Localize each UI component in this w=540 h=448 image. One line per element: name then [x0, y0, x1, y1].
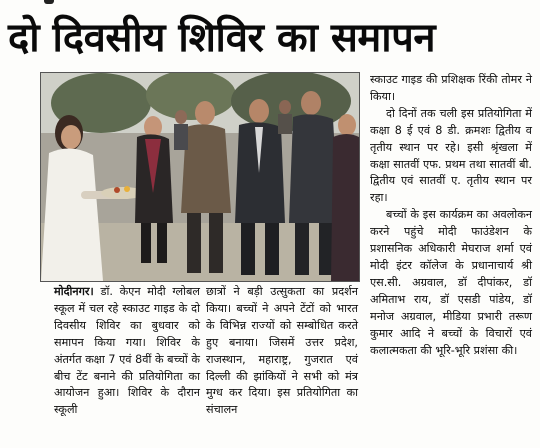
news-photo	[40, 72, 360, 282]
column-mark	[44, 0, 54, 4]
article-paragraph-1: स्काउट गाइड की प्रशिक्षक रिंकी तोमर ने किया।	[370, 73, 532, 103]
headline: दो दिवसीय शिविर का समापन	[8, 15, 436, 61]
article-paragraph-2: दो दिनों तक चली इस प्रतियोगिता में कक्षा 8 ई एवं 8 डी. क्रमशः द्वितीय व तृतीय स्थान पर रहे। इसी श्रृंखला में कक्षा सातवीं एफ. प्रथम तथा सातवीं बी. द्वितीय एवं सातवीं ए. तृतीय स्थान पर रहा।	[370, 106, 532, 205]
article-text-middle: छात्रों ने बड़ी उत्सुकता का प्रदर्शन किया। बच्चों ने अपने टेंटों को भारत के विभिन्न राज्यों को सम्बोधित करते हुए बनाया। जिसमें उत्तर प्रदेश, राजस्थान, महाराष्ट्र, गुजरात एवं दिल्ली की झांकियों ने सभी को मंत्र मुग्ध कर दिया। इस प्रतियोगिता का संचालन	[206, 285, 358, 417]
article-text-left: डॉ. केएन मोदी ग्लोबल स्कूल में चल रहे स्काउट गाइड के दो दिवसीय शिविर का बुधवार को समापन किया गया। शिविर के अंतर्गत कक्षा 7 एवं 8वीं के बच्चों के बीच टेंट बनाने की प्रतियोगिता का आयोजन हुआ। शिविर के दौरान स्कूली	[54, 285, 200, 417]
dateline: मोदीनगर।	[54, 285, 94, 298]
article-column-left	[54, 284, 200, 419]
article-column-middle	[206, 284, 358, 419]
article-column-right	[370, 72, 532, 359]
article-paragraph-3: बच्चों के इस कार्यक्रम का अवलोकन करने पहुंचे मोदी फाउंडेशन के प्रशासनिक अधिकारी मेघराज शर्मा एवं मोदी इंटर कॉलेज के प्रधानाचार्य श्री एस.सी. अग्रवाल, डॉ दीपांकर, डॉ अमिताभ राय, डॉ एसडी पांडेय, डॉ मनोज अग्रवाल, मीडिया प्रभारी तरूण कुमार आदि ने बच्चों के विचारों एवं कलात्मकता की भूरि-भूरि प्रशंसा की।	[370, 208, 532, 357]
